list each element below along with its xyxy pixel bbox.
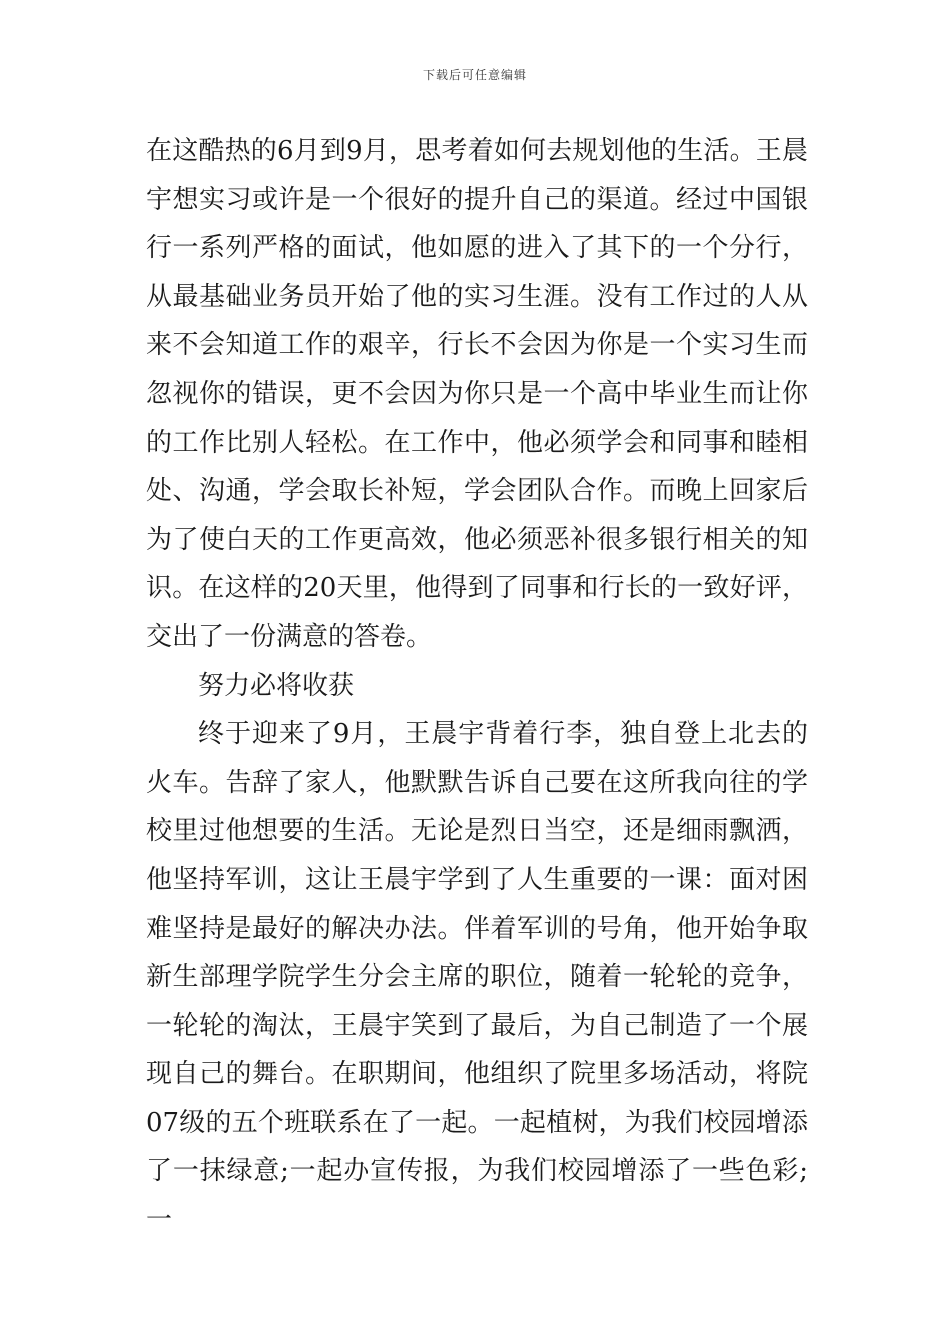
header-note: 下载后可任意编辑 bbox=[422, 68, 527, 82]
paragraph-internship: 在这酷热的6月到9月，思考着如何去规划他的生活。王晨宇想实习或许是一个很好的提升自己的渠道。经过中国银行一系列严格的面试，他如愿的进入了其下的一个分行，从最基础业务员开始了他的实习生涯。没有工作过的人从来不会知道工作的艰辛，行长不会因为你是一个实习生而忽视你的错误，更不会因为你只是一个高中毕业生而让你的工作比别人轻松。在工作中，他必须学会和同事和睦相处、沟通，学会取长补短，学会团队合作。而晚上回家后为了使白天的工作更高效，他必须恶补很多银行相关的知识。在这样的20天里，他得到了同事和行长的一致好评，交出了一份满意的答卷。 bbox=[146, 136, 808, 652]
paragraph-university: 终于迎来了9月，王晨宇背着行李，独自登上北去的火车。告辞了家人，他默默告诉自己要在这所我向往的学校里过他想要的生活。无论是烈日当空，还是细雨飘洒，他坚持军训，这让王晨宇学到了人生重要的一课：面对困难坚持是最好的解决办法。伴着军训的号角，他开始争取新生部理学院学生分会主席的职位，随着一轮轮的竞争，一轮轮的淘汰，王晨宇笑到了最后，为自己制造了一个展现自己的舞台。在职期间，他组织了院里多场活动，将院07级的五个班联系在了一起。一起植树，为我们校园增添了一抹绿意;一起办宣传报，为我们校园增添了一些色彩;一 bbox=[146, 719, 808, 1236]
document-body bbox=[146, 127, 808, 1245]
section-heading: 努力必将收获 bbox=[198, 670, 355, 701]
